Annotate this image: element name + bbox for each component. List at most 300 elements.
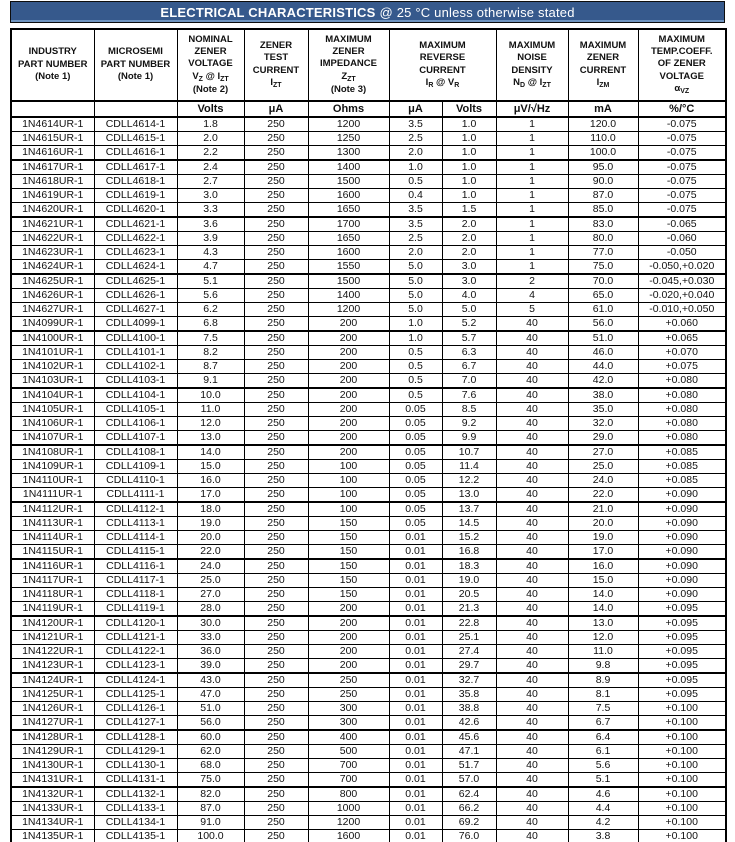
cell: 1N4109UR-1 bbox=[11, 460, 94, 474]
unit-cell: Volts bbox=[177, 101, 244, 117]
cell: 40 bbox=[496, 445, 568, 460]
cell: CDLL4105-1 bbox=[94, 403, 177, 417]
cell: 150 bbox=[308, 545, 389, 560]
cell: 250 bbox=[244, 631, 308, 645]
cell: 250 bbox=[244, 217, 308, 232]
cell: CDLL4122-1 bbox=[94, 645, 177, 659]
cell: 2 bbox=[496, 274, 568, 289]
cell: 40 bbox=[496, 474, 568, 488]
table-row bbox=[11, 802, 726, 816]
cell: 250 bbox=[244, 730, 308, 745]
cell: 56.0 bbox=[568, 317, 638, 332]
cell: +0.080 bbox=[638, 417, 726, 431]
unit-cell: %/°C bbox=[638, 101, 726, 117]
cell: 1N4120UR-1 bbox=[11, 616, 94, 631]
cell: 20.0 bbox=[568, 517, 638, 531]
cell: 40 bbox=[496, 403, 568, 417]
cell: 17.0 bbox=[177, 488, 244, 503]
column-header: MAXIMUM ZENER CURRENT $I_{ZM}$ bbox=[568, 29, 638, 101]
cell: 19.0 bbox=[568, 531, 638, 545]
cell: 0.01 bbox=[389, 531, 442, 545]
cell: 250 bbox=[244, 146, 308, 161]
cell: 1400 bbox=[308, 160, 389, 175]
table-row bbox=[11, 816, 726, 830]
cell: -0.075 bbox=[638, 160, 726, 175]
cell: 100 bbox=[308, 460, 389, 474]
cell: CDLL4127-1 bbox=[94, 716, 177, 731]
table-row bbox=[11, 160, 726, 175]
cell: 1 bbox=[496, 203, 568, 218]
unit-cell: μA bbox=[244, 101, 308, 117]
cell: 1N4123UR-1 bbox=[11, 659, 94, 674]
cell: 150 bbox=[308, 517, 389, 531]
cell: CDLL4106-1 bbox=[94, 417, 177, 431]
cell: 40 bbox=[496, 602, 568, 617]
cell: 250 bbox=[244, 388, 308, 403]
cell: 1650 bbox=[308, 232, 389, 246]
cell: 82.0 bbox=[177, 787, 244, 802]
cell: 47.0 bbox=[177, 688, 244, 702]
cell: 1N4126UR-1 bbox=[11, 702, 94, 716]
cell: 6.7 bbox=[442, 360, 496, 374]
cell: 150 bbox=[308, 531, 389, 545]
cell: CDLL4132-1 bbox=[94, 787, 177, 802]
cell: +0.100 bbox=[638, 730, 726, 745]
cell: 14.0 bbox=[568, 588, 638, 602]
table-row bbox=[11, 117, 726, 132]
cell: 250 bbox=[244, 517, 308, 531]
table-row bbox=[11, 388, 726, 403]
cell: 250 bbox=[244, 745, 308, 759]
cell: 250 bbox=[244, 673, 308, 688]
cell: 1N4626UR-1 bbox=[11, 289, 94, 303]
cell: 0.01 bbox=[389, 616, 442, 631]
cell: 1 bbox=[496, 146, 568, 161]
cell: 1 bbox=[496, 260, 568, 275]
cell: 250 bbox=[244, 289, 308, 303]
cell: 250 bbox=[244, 787, 308, 802]
cell: 19.0 bbox=[177, 517, 244, 531]
cell: 5.1 bbox=[177, 274, 244, 289]
cell: CDLL4624-1 bbox=[94, 260, 177, 275]
cell: 36.0 bbox=[177, 645, 244, 659]
table-row bbox=[11, 730, 726, 745]
cell: 40 bbox=[496, 346, 568, 360]
table-row bbox=[11, 574, 726, 588]
cell: 0.01 bbox=[389, 673, 442, 688]
cell: -0.075 bbox=[638, 189, 726, 203]
cell: 10.7 bbox=[442, 445, 496, 460]
cell: 250 bbox=[244, 246, 308, 260]
cell: 4.3 bbox=[177, 246, 244, 260]
cell: 27.0 bbox=[177, 588, 244, 602]
cell: CDLL4615-1 bbox=[94, 132, 177, 146]
cell: 12.0 bbox=[177, 417, 244, 431]
cell: 0.01 bbox=[389, 745, 442, 759]
cell: 40 bbox=[496, 773, 568, 788]
section-title-condition: @ 25 °C unless otherwise stated bbox=[379, 4, 575, 20]
cell: 150 bbox=[308, 588, 389, 602]
cell: +0.095 bbox=[638, 616, 726, 631]
cell: 40 bbox=[496, 616, 568, 631]
cell: 250 bbox=[244, 445, 308, 460]
cell: 700 bbox=[308, 759, 389, 773]
cell: 42.0 bbox=[568, 374, 638, 389]
cell: 90.0 bbox=[568, 175, 638, 189]
cell: CDLL4134-1 bbox=[94, 816, 177, 830]
cell: 0.01 bbox=[389, 559, 442, 574]
cell: 1N4620UR-1 bbox=[11, 203, 94, 218]
cell: 9.9 bbox=[442, 431, 496, 446]
cell: CDLL4129-1 bbox=[94, 745, 177, 759]
cell: 6.2 bbox=[177, 303, 244, 317]
cell: 3.6 bbox=[177, 217, 244, 232]
cell: 200 bbox=[308, 602, 389, 617]
cell: 0.05 bbox=[389, 431, 442, 446]
table-row bbox=[11, 403, 726, 417]
cell: 18.3 bbox=[442, 559, 496, 574]
cell: CDLL4108-1 bbox=[94, 445, 177, 460]
cell: 1650 bbox=[308, 203, 389, 218]
cell: 250 bbox=[244, 502, 308, 517]
cell: 1 bbox=[496, 189, 568, 203]
cell: 80.0 bbox=[568, 232, 638, 246]
cell: 250 bbox=[244, 759, 308, 773]
cell: 77.0 bbox=[568, 246, 638, 260]
table-row bbox=[11, 531, 726, 545]
cell: 7.6 bbox=[442, 388, 496, 403]
spec-table bbox=[10, 28, 727, 842]
cell: 250 bbox=[244, 645, 308, 659]
table-row bbox=[11, 773, 726, 788]
row-group bbox=[11, 616, 726, 673]
cell: 500 bbox=[308, 745, 389, 759]
cell: CDLL4102-1 bbox=[94, 360, 177, 374]
cell: 16.0 bbox=[177, 474, 244, 488]
cell: 4.6 bbox=[568, 787, 638, 802]
cell: 40 bbox=[496, 745, 568, 759]
unit-cell: Volts bbox=[442, 101, 496, 117]
cell: CDLL4116-1 bbox=[94, 559, 177, 574]
cell: +0.100 bbox=[638, 773, 726, 788]
cell: CDLL4625-1 bbox=[94, 274, 177, 289]
cell: 40 bbox=[496, 517, 568, 531]
cell: 1N4133UR-1 bbox=[11, 802, 94, 816]
cell: 0.05 bbox=[389, 488, 442, 503]
cell: 15.2 bbox=[442, 531, 496, 545]
cell: 25.1 bbox=[442, 631, 496, 645]
unit-cell: μV/√Hz bbox=[496, 101, 568, 117]
cell: 700 bbox=[308, 773, 389, 788]
cell: 5 bbox=[496, 303, 568, 317]
cell: 32.0 bbox=[568, 417, 638, 431]
cell: 1N4122UR-1 bbox=[11, 645, 94, 659]
cell: 0.05 bbox=[389, 517, 442, 531]
cell: 150 bbox=[308, 559, 389, 574]
cell: 66.2 bbox=[442, 802, 496, 816]
cell: 1N4135UR-1 bbox=[11, 830, 94, 842]
cell: 1200 bbox=[308, 117, 389, 132]
cell: 2.0 bbox=[442, 232, 496, 246]
row-group bbox=[11, 559, 726, 616]
cell: +0.095 bbox=[638, 631, 726, 645]
cell: 3.8 bbox=[568, 830, 638, 842]
cell: +0.090 bbox=[638, 588, 726, 602]
cell: CDLL4614-1 bbox=[94, 117, 177, 132]
cell: 0.05 bbox=[389, 502, 442, 517]
cell: CDLL4133-1 bbox=[94, 802, 177, 816]
cell: 250 bbox=[244, 659, 308, 674]
table-row bbox=[11, 260, 726, 275]
cell: 250 bbox=[244, 346, 308, 360]
cell: CDLL4617-1 bbox=[94, 160, 177, 175]
cell: CDLL4123-1 bbox=[94, 659, 177, 674]
cell: 20.0 bbox=[177, 531, 244, 545]
cell: CDLL4110-1 bbox=[94, 474, 177, 488]
cell: 800 bbox=[308, 787, 389, 802]
row-group bbox=[11, 787, 726, 842]
cell: 0.01 bbox=[389, 830, 442, 842]
cell: 0.4 bbox=[389, 189, 442, 203]
cell: 1N4627UR-1 bbox=[11, 303, 94, 317]
cell: CDLL4627-1 bbox=[94, 303, 177, 317]
cell: 200 bbox=[308, 360, 389, 374]
cell: -0.020,+0.040 bbox=[638, 289, 726, 303]
cell: -0.075 bbox=[638, 175, 726, 189]
table-row bbox=[11, 132, 726, 146]
cell: 4.4 bbox=[568, 802, 638, 816]
cell: 1N4117UR-1 bbox=[11, 574, 94, 588]
cell: 3.9 bbox=[177, 232, 244, 246]
unit-cell bbox=[94, 101, 177, 117]
cell: 5.7 bbox=[442, 331, 496, 346]
cell: 40 bbox=[496, 645, 568, 659]
cell: -0.010,+0.050 bbox=[638, 303, 726, 317]
table-row bbox=[11, 246, 726, 260]
cell: 11.0 bbox=[568, 645, 638, 659]
table-row bbox=[11, 474, 726, 488]
cell: 40 bbox=[496, 331, 568, 346]
cell: 5.6 bbox=[568, 759, 638, 773]
cell: +0.090 bbox=[638, 488, 726, 503]
cell: 300 bbox=[308, 702, 389, 716]
cell: -0.045,+0.030 bbox=[638, 274, 726, 289]
cell: 120.0 bbox=[568, 117, 638, 132]
cell: 250 bbox=[244, 474, 308, 488]
cell: 1 bbox=[496, 232, 568, 246]
cell: +0.090 bbox=[638, 517, 726, 531]
cell: 1200 bbox=[308, 816, 389, 830]
row-group bbox=[11, 388, 726, 445]
cell: +0.100 bbox=[638, 759, 726, 773]
row-group bbox=[11, 502, 726, 559]
row-group bbox=[11, 730, 726, 787]
column-header: INDUSTRY PART NUMBER (Note 1) bbox=[11, 29, 94, 101]
cell: CDLL4107-1 bbox=[94, 431, 177, 446]
cell: 1 bbox=[496, 132, 568, 146]
cell: 40 bbox=[496, 317, 568, 332]
cell: 40 bbox=[496, 559, 568, 574]
cell: 0.01 bbox=[389, 787, 442, 802]
cell: CDLL4126-1 bbox=[94, 702, 177, 716]
cell: 100.0 bbox=[568, 146, 638, 161]
cell: 5.1 bbox=[568, 773, 638, 788]
table-row bbox=[11, 317, 726, 332]
cell: 2.0 bbox=[442, 246, 496, 260]
cell: 24.0 bbox=[177, 559, 244, 574]
cell: -0.075 bbox=[638, 146, 726, 161]
cell: 70.0 bbox=[568, 274, 638, 289]
cell: 0.01 bbox=[389, 545, 442, 560]
cell: 51.0 bbox=[568, 331, 638, 346]
cell: +0.100 bbox=[638, 716, 726, 731]
cell: 1N4113UR-1 bbox=[11, 517, 94, 531]
cell: -0.060 bbox=[638, 232, 726, 246]
table-row bbox=[11, 175, 726, 189]
cell: 250 bbox=[244, 574, 308, 588]
table-row bbox=[11, 217, 726, 232]
cell: 1N4131UR-1 bbox=[11, 773, 94, 788]
cell: 1600 bbox=[308, 189, 389, 203]
cell: 5.0 bbox=[389, 274, 442, 289]
unit-cell bbox=[11, 101, 94, 117]
cell: 40 bbox=[496, 360, 568, 374]
cell: 1N4099UR-1 bbox=[11, 317, 94, 332]
cell: 1 bbox=[496, 175, 568, 189]
cell: 200 bbox=[308, 317, 389, 332]
cell: 0.01 bbox=[389, 773, 442, 788]
table-row bbox=[11, 346, 726, 360]
cell: 22.0 bbox=[568, 488, 638, 503]
cell: CDLL4118-1 bbox=[94, 588, 177, 602]
cell: 0.05 bbox=[389, 445, 442, 460]
cell: 1N4111UR-1 bbox=[11, 488, 94, 503]
column-header: NOMINAL ZENER VOLTAGE $V_Z$ @ $I_{ZT}$ (Note 2) bbox=[177, 29, 244, 101]
cell: 40 bbox=[496, 574, 568, 588]
table-row bbox=[11, 645, 726, 659]
cell: 2.5 bbox=[389, 132, 442, 146]
cell: 9.1 bbox=[177, 374, 244, 389]
cell: 8.5 bbox=[442, 403, 496, 417]
cell: +0.100 bbox=[638, 787, 726, 802]
cell: 2.0 bbox=[389, 246, 442, 260]
cell: 1 bbox=[496, 117, 568, 132]
cell: 6.8 bbox=[177, 317, 244, 332]
cell: 200 bbox=[308, 659, 389, 674]
cell: +0.085 bbox=[638, 460, 726, 474]
cell: 1200 bbox=[308, 303, 389, 317]
cell: 27.0 bbox=[568, 445, 638, 460]
cell: 1600 bbox=[308, 246, 389, 260]
cell: CDLL4113-1 bbox=[94, 517, 177, 531]
cell: 32.7 bbox=[442, 673, 496, 688]
cell: 62.4 bbox=[442, 787, 496, 802]
table-row bbox=[11, 545, 726, 560]
cell: 1.8 bbox=[177, 117, 244, 132]
header-row bbox=[11, 29, 726, 101]
cell: 11.0 bbox=[177, 403, 244, 417]
row-group bbox=[11, 217, 726, 274]
cell: 40 bbox=[496, 730, 568, 745]
cell: CDLL4100-1 bbox=[94, 331, 177, 346]
cell: 100 bbox=[308, 488, 389, 503]
cell: 0.5 bbox=[389, 374, 442, 389]
cell: 250 bbox=[244, 588, 308, 602]
cell: 38.8 bbox=[442, 702, 496, 716]
cell: 25.0 bbox=[177, 574, 244, 588]
cell: 200 bbox=[308, 346, 389, 360]
cell: 1500 bbox=[308, 175, 389, 189]
section-title-bar bbox=[10, 1, 725, 23]
cell: 250 bbox=[244, 317, 308, 332]
cell: 4.7 bbox=[177, 260, 244, 275]
cell: 15.0 bbox=[568, 574, 638, 588]
cell: 0.01 bbox=[389, 730, 442, 745]
cell: CDLL4622-1 bbox=[94, 232, 177, 246]
cell: 51.7 bbox=[442, 759, 496, 773]
cell: 7.5 bbox=[568, 702, 638, 716]
cell: 250 bbox=[244, 460, 308, 474]
table-row bbox=[11, 688, 726, 702]
cell: 13.0 bbox=[568, 616, 638, 631]
cell: 0.01 bbox=[389, 588, 442, 602]
cell: 2.0 bbox=[177, 132, 244, 146]
cell: 1N4617UR-1 bbox=[11, 160, 94, 175]
cell: CDLL4101-1 bbox=[94, 346, 177, 360]
unit-cell: Ohms bbox=[308, 101, 389, 117]
cell: 1700 bbox=[308, 217, 389, 232]
cell: 57.0 bbox=[442, 773, 496, 788]
cell: 0.01 bbox=[389, 759, 442, 773]
cell: CDLL4109-1 bbox=[94, 460, 177, 474]
cell: CDLL4117-1 bbox=[94, 574, 177, 588]
cell: 40 bbox=[496, 502, 568, 517]
cell: 40 bbox=[496, 431, 568, 446]
cell: 1N4130UR-1 bbox=[11, 759, 94, 773]
cell: +0.075 bbox=[638, 360, 726, 374]
cell: -0.075 bbox=[638, 117, 726, 132]
cell: +0.090 bbox=[638, 574, 726, 588]
cell: 1N4129UR-1 bbox=[11, 745, 94, 759]
cell: CDLL4111-1 bbox=[94, 488, 177, 503]
cell: 40 bbox=[496, 488, 568, 503]
cell: 9.8 bbox=[568, 659, 638, 674]
cell: 12.2 bbox=[442, 474, 496, 488]
cell: 40 bbox=[496, 545, 568, 560]
cell: CDLL4120-1 bbox=[94, 616, 177, 631]
table-row bbox=[11, 702, 726, 716]
cell: +0.100 bbox=[638, 802, 726, 816]
cell: 250 bbox=[244, 773, 308, 788]
cell: 75.0 bbox=[177, 773, 244, 788]
cell: 1N4134UR-1 bbox=[11, 816, 94, 830]
table-row bbox=[11, 232, 726, 246]
cell: 5.0 bbox=[389, 289, 442, 303]
table-row bbox=[11, 517, 726, 531]
row-group bbox=[11, 160, 726, 217]
cell: +0.100 bbox=[638, 745, 726, 759]
cell: 200 bbox=[308, 417, 389, 431]
table-row bbox=[11, 588, 726, 602]
cell: 110.0 bbox=[568, 132, 638, 146]
cell: 4.2 bbox=[568, 816, 638, 830]
cell: 13.7 bbox=[442, 502, 496, 517]
cell: CDLL4135-1 bbox=[94, 830, 177, 842]
table-row bbox=[11, 146, 726, 161]
cell: 1N4108UR-1 bbox=[11, 445, 94, 460]
cell: -0.065 bbox=[638, 217, 726, 232]
cell: 0.01 bbox=[389, 688, 442, 702]
